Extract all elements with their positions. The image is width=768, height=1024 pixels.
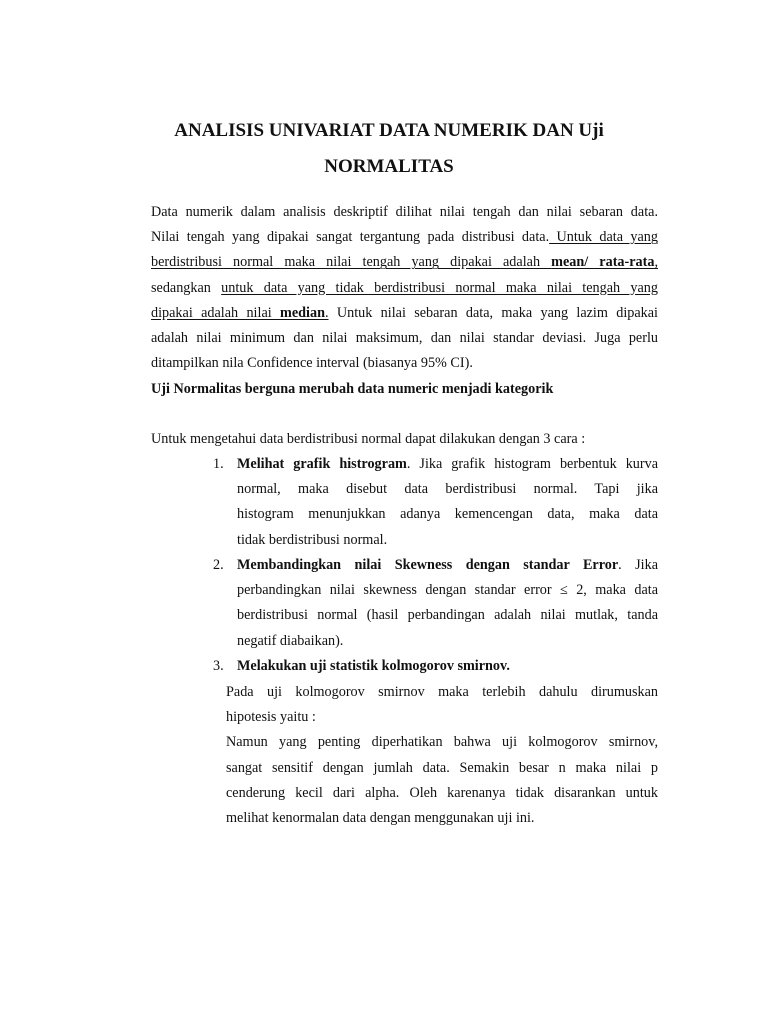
method-text: . Jika grafik histogram berbentuk kurva [406, 456, 658, 472]
title-line-1: ANALISIS UNIVARIAT DATA NUMERIK DAN Uji [174, 120, 604, 141]
list-number: 1. [213, 456, 224, 472]
kolmogorov-line: Namun yang penting diperhatikan bahwa uji kolmogorov smirnov, [226, 734, 658, 751]
intro-underlined-text: Untuk data yang [549, 229, 658, 246]
intro-line [151, 301, 658, 326]
intro-text: Nilai tengah yang dipakai sangat tergantung pada distribusi data. [151, 229, 550, 246]
intro-line: Data numerik dalam analisis deskriptif dilihat nilai tengah dan nilai sebaran data. [151, 204, 658, 220]
list-line: histogram menunjukkan adanya kemencengan data, maka data [237, 506, 658, 523]
list-line: tidak berdistribusi normal. [237, 531, 388, 548]
title-line-2: NORMALITAS [324, 156, 454, 177]
intro-text: Untuk nilai sebaran data, maka yang lazim dipakai [328, 304, 659, 321]
list-line: perbandingkan nilai skewness dengan standar error ≤ 2, maka data [237, 582, 658, 599]
kolmogorov-line: hipotesis yaitu : [226, 709, 316, 726]
intro-line [151, 276, 658, 301]
mean-term: mean/ rata-rata [551, 254, 655, 271]
intro-text: , [654, 254, 659, 271]
intro-underlined-text [151, 305, 329, 321]
method-heading: Melihat grafik histrogram [237, 456, 407, 472]
list-number: 2. [213, 557, 224, 573]
kolmogorov-line: sangat sensitif dengan jumlah data. Semakin besar n maka nilai p [226, 759, 658, 776]
method-heading: Membandingkan nilai Skewness dengan standar Error [237, 557, 619, 573]
method-heading: Melakukan uji statistik kolmogorov smirnov. [237, 658, 510, 674]
intro-line: ditampilkan nila Confidence interval (biasanya 95% CI). [151, 355, 473, 372]
intro-text: sedangkan [151, 279, 222, 296]
kolmogorov-line: Pada uji kolmogorov smirnov maka terlebih dahulu dirumuskan [226, 684, 658, 700]
list-item [213, 452, 658, 553]
method-text: . Jika [618, 557, 658, 573]
intro-line: adalah nilai minimum dan nilai maksimum, dan nilai standar deviasi. Juga perlu [151, 330, 658, 347]
list-line [237, 452, 658, 477]
list-item [213, 654, 658, 679]
intro-text: dipakai adalah nilai [151, 304, 281, 321]
bold-statement [151, 377, 658, 402]
intro-line [151, 250, 658, 275]
kolmogorov-line: melihat kenormalan data dengan menggunakan uji ini. [226, 810, 535, 827]
bold-statement-text: Uji Normalitas berguna merubah data numeric menjadi kategorik [151, 381, 554, 397]
list-number: 3. [213, 658, 224, 674]
intro-text: berdistribusi normal maka nilai tengah yang dipakai adalah [151, 254, 552, 271]
list-line: normal, maka disebut data berdistribusi normal. Tapi jika [237, 481, 658, 498]
intro-underlined-text [151, 254, 658, 270]
list-line: negatif diabaikan). [237, 632, 344, 649]
document-title [100, 114, 678, 186]
methods-intro [151, 427, 658, 452]
methods-intro-text: Untuk mengetahui data berdistribusi normal dapat dilakukan dengan 3 cara : [151, 431, 586, 447]
intro-paragraph [151, 200, 658, 376]
median-term: median [280, 304, 325, 321]
kolmogorov-line: cenderung kecil dari alpha. Oleh karenanya tidak disarankan untuk [226, 784, 658, 801]
intro-underlined-text: untuk data yang tidak berdistribusi normal maka nilai tengah yang [221, 279, 658, 296]
kolmogorov-paragraph [226, 680, 658, 831]
list-line [237, 553, 658, 578]
intro-text: . [324, 304, 329, 321]
list-line: berdistribusi normal (hasil perbandingan adalah nilai mutlak, tanda [237, 607, 658, 624]
intro-line [151, 225, 658, 250]
list-item [213, 553, 658, 654]
